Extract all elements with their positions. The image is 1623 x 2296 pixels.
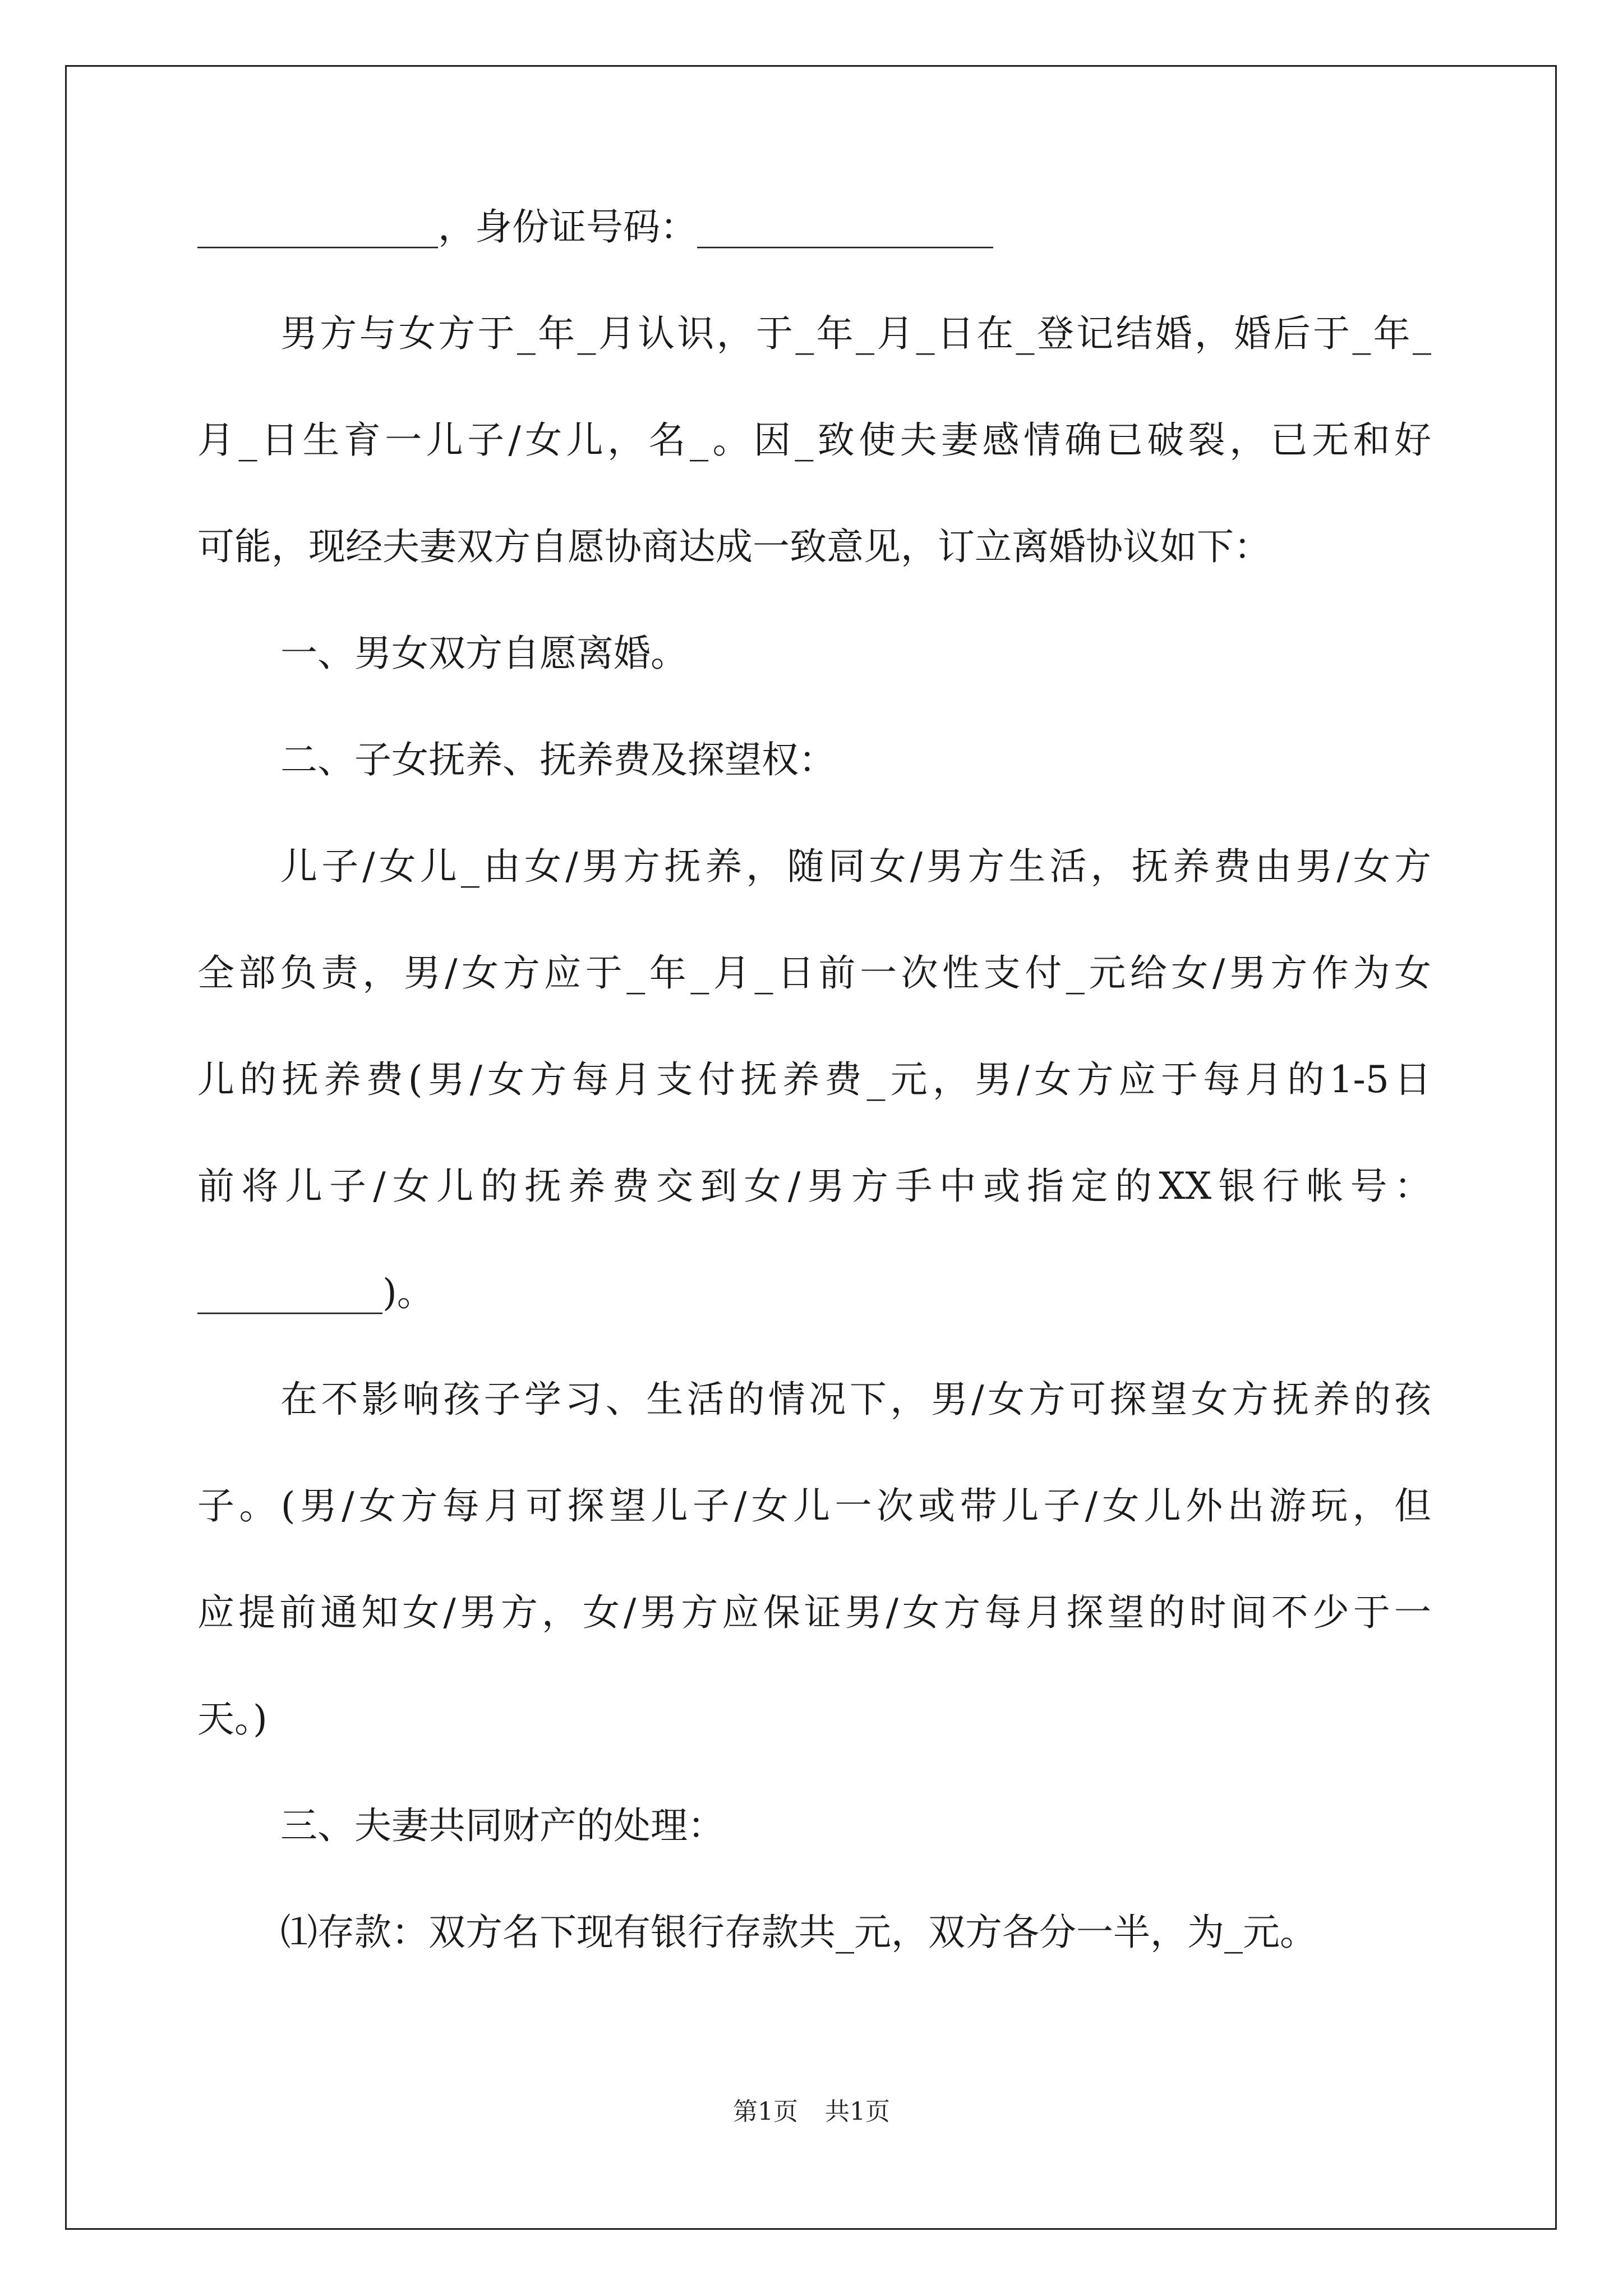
paragraph-intro-line-2: 月_日生育一儿子/女儿，名_。因_致使夫妻感情确已破裂，已无和好 — [197, 418, 1431, 462]
custody-line-2: 全部负责，男/女方应于_年_月_日前一次性支付_元给女/男方作为女 — [197, 951, 1431, 995]
custody-line-4: 前将儿子/女儿的抚养费交到女/男方手中或指定的XX银行帐号： — [197, 1165, 1431, 1208]
deposit-clause: ⑴存款：双方名下现有银行存款共_元，双方各分一半，为_元。 — [280, 1911, 1317, 1954]
page-footer — [0, 2095, 1623, 2129]
page-border — [65, 65, 1557, 2230]
section-2-heading: 二、子女抚养、抚养费及探望权： — [280, 738, 836, 781]
section-3-heading: 三、夫妻共同财产的处理： — [280, 1804, 725, 1847]
visitation-line-1: 在不影响孩子学习、生活的情况下，男/女方可探望女方抚养的孩 — [280, 1378, 1431, 1421]
visitation-line-2: 子。(男/女方每月可探望儿子/女儿一次或带儿子/女儿外出游玩，但 — [197, 1484, 1431, 1527]
page-number-current: 第1页 — [733, 2097, 798, 2126]
paragraph-intro-line-1: 男方与女方于_年_月认识，于_年_月_日在_登记结婚，婚后于_年_ — [280, 312, 1431, 355]
page-number-total: 共1页 — [825, 2097, 890, 2126]
visitation-line-3: 应提前通知女/男方，女/男方应保证男/女方每月探望的时间不少于一 — [197, 1591, 1431, 1634]
section-1-heading: 一、男女双方自愿离婚。 — [280, 632, 688, 675]
custody-line-3: 儿的抚养费(男/女方每月支付抚养费_元，男/女方应于每月的1-5日 — [197, 1058, 1431, 1101]
visitation-line-4: 天。) — [197, 1697, 268, 1741]
id-number-line: _____________，身份证号码：________________ — [197, 205, 993, 249]
custody-line-1: 儿子/女儿_由女/男方抚养，随同女/男方生活，抚养费由男/女方 — [280, 845, 1431, 888]
paragraph-intro-line-3: 可能，现经夫妻双方自愿协商达成一致意见，订立离婚协议如下： — [197, 525, 1271, 568]
custody-line-5: __________)。 — [197, 1271, 434, 1314]
